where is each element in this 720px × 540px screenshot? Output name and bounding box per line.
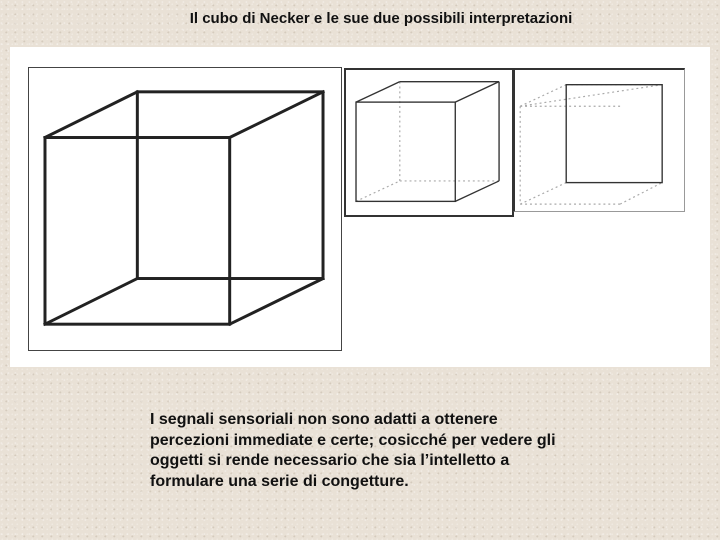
necker-edge-bottom-right <box>230 279 323 325</box>
interpretation-one-frame <box>344 68 514 217</box>
caption-text: I segnali sensoriali non sono adatti a ottenere percezioni immediate e certe; cosicché per vedere gli oggetti si rende necessario che sia l’intelletto a formulare una serie di congetture. <box>150 411 556 490</box>
necker-cube-drawing <box>29 68 341 350</box>
necker-edge-top-left <box>45 92 137 138</box>
necker-edge-top-right <box>230 92 323 138</box>
interpretation-two-frame <box>513 68 685 212</box>
slide-title: Il cubo di Necker e le sue due possibili interpretazioni <box>189 10 573 27</box>
figure-panel <box>10 47 710 367</box>
interp-two-front-face <box>566 85 662 183</box>
necker-cube-frame <box>28 67 342 351</box>
interpretation-two-drawing <box>515 70 684 211</box>
interpretation-one-drawing <box>346 70 512 215</box>
interp-one-front-face <box>356 102 455 201</box>
necker-edge-bottom-left <box>45 279 137 325</box>
